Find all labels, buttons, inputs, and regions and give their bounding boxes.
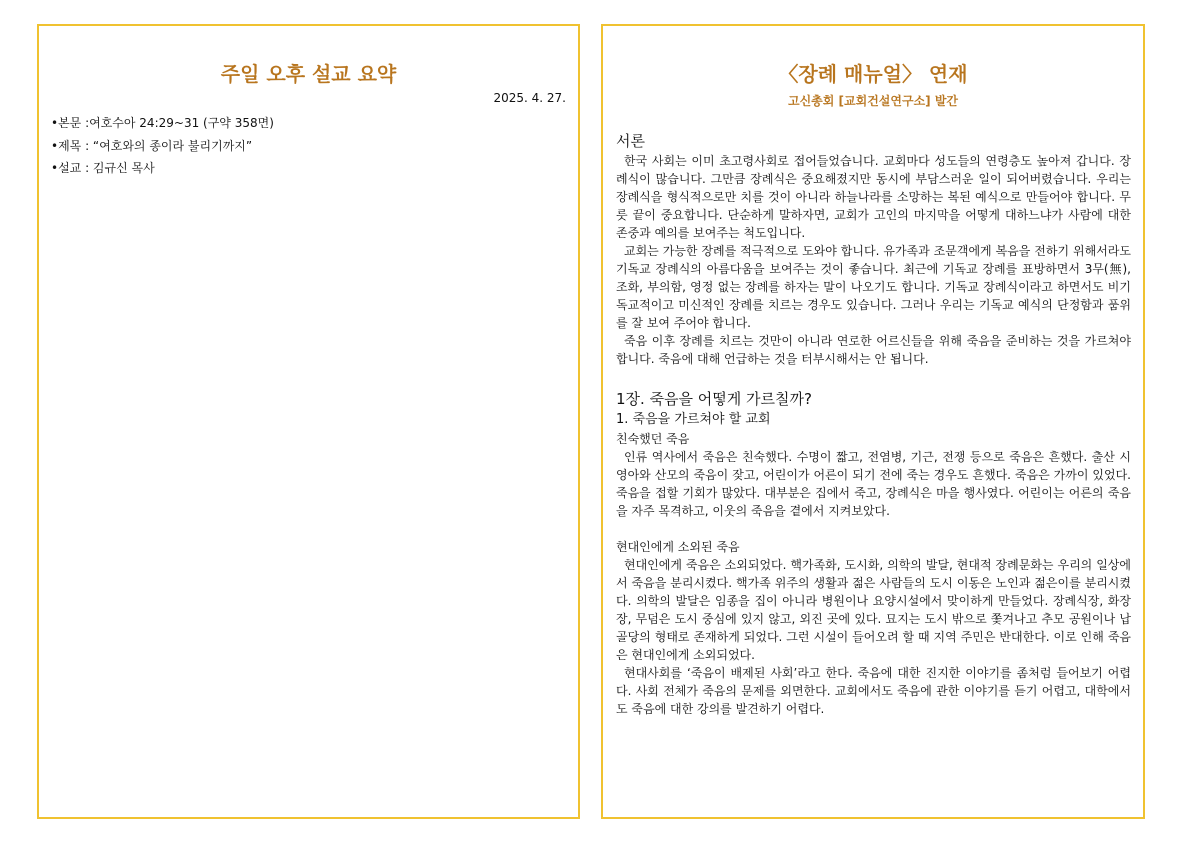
- sermon-summary-panel: [37, 24, 580, 819]
- sermon-info-list: [51, 112, 274, 180]
- manual-body: [616, 128, 1131, 718]
- subsection-heading: 현대인에게 소외된 죽음: [616, 540, 740, 554]
- funeral-manual-panel: [601, 24, 1145, 819]
- intro-paragraph: 교회는 가능한 장례를 적극적으로 도와야 합니다. 유가족과 조문객에게 복음을 전하기 위해서라도 기독교 장례식의 아름다움을 보여주는 것이 좋습니다. 최근에 기독교 장례를 표방하면서 3무(無), 조화, 부의함, 영정 없는 장례를 하자는 말이 나오기도 합니다. 기독교 장례식이라고 하면서도 비기독교적이고 미신적인 장례를 치르는 경우도 있습니다. 그러나 우리는 기독교 예식의 단정함과 품위를 잘 보여 주어야 합니다.: [616, 244, 1131, 330]
- section-heading: 1. 죽음을 가르쳐야 할 교회: [616, 412, 771, 427]
- intro-paragraph: 한국 사회는 이미 초고령사회로 접어들었습니다. 교회마다 성도들의 연령층도 높아져 갑니다. 장례식이 많습니다. 그만큼 장례식은 중요해졌지만 동시에 부담스러운 일이 되어버렸습니다. 우리는 장례식을 형식적으로만 치를 것이 아니라 하늘나라를 소망하는 복된 예식으로 만들어야 합니다. 무릇 끝이 중요합니다. 단순하게 말하자면, 교회가 고인의 마지막을 어떻게 대하느냐가 사람에 대한 존중과 예의를 보여주는 척도입니다.: [616, 154, 1131, 240]
- subsection-paragraph: 현대인에게 죽음은 소외되었다. 핵가족화, 도시화, 의학의 발달, 현대적 장례문화는 우리의 일상에서 죽음을 분리시켰다. 핵가족 위주의 생활과 젊은 사람들의 도시 이동은 노인과 젊은이를 분리시켰다. 의학의 발달은 임종을 집이 아니라 병원이나 요양시설에서 맞이하게 만들었다. 장례식장, 화장장, 무덤은 도시 중심에 있지 않고, 외진 곳에 있다. 묘지는 도시 밖으로 쫓겨나고 추모 공원이나 납골당의 형태로 존재하게 되었다. 그런 시설이 들어오려 할 때 지역 주민은 반대한다. 이로 인해 죽음은 현대인에게 소외되었다.: [616, 558, 1131, 662]
- sermon-subject-item: •제목 : “여호와의 종이라 불리기까지”: [51, 138, 253, 153]
- intro-heading: 서론: [616, 132, 645, 150]
- subsection-heading: 친숙했던 죽음: [616, 432, 690, 446]
- chapter-heading: 1장. 죽음을 어떻게 가르칠까?: [616, 390, 812, 408]
- sermon-preacher-item: •설교 : 김규신 목사: [51, 161, 155, 175]
- manual-subtitle: 고신총회 [교회건설연구소] 발간: [787, 94, 959, 108]
- subsection-paragraph: 인류 역사에서 죽음은 친숙했다. 수명이 짧고, 전염병, 기근, 전쟁 등으로 죽음은 흔했다. 출산 시 영아와 산모의 죽음이 잦고, 어린이가 어른이 되기 전에 죽는 경우도 흔했다. 죽음은 가까이 있었다. 죽음을 접할 기회가 많았다. 대부분은 집에서 죽고, 장례식은 마을 행사였다. 어린이는 어른의 죽음을 자주 목격하고, 이웃의 죽음을 곁에서 지켜보았다.: [616, 450, 1131, 518]
- manual-title: 〈장례 매뉴얼〉 연재: [778, 62, 968, 86]
- sermon-title: 주일 오후 설교 요약: [220, 62, 397, 86]
- intro-paragraph: 죽음 이후 장례를 치르는 것만이 아니라 연로한 어르신들을 위해 죽음을 준비하는 것을 가르쳐야 합니다. 죽음에 대해 언급하는 것을 터부시해서는 안 됩니다.: [616, 334, 1131, 366]
- subsection-paragraph: 현대사회를 ‘죽음이 배제된 사회’라고 한다. 죽음에 대한 진지한 이야기를 좀처럼 들어보기 어렵다. 사회 전체가 죽음의 문제를 외면한다. 교회에서도 죽음에 관한 이야기를 듣기 어렵고, 대학에서도 죽음에 대한 강의를 발견하기 어렵다.: [616, 666, 1131, 716]
- sermon-date: 2025. 4. 27.: [493, 91, 566, 105]
- sermon-text-item: •본문 :여호수아 24:29~31 (구약 358면): [51, 116, 274, 130]
